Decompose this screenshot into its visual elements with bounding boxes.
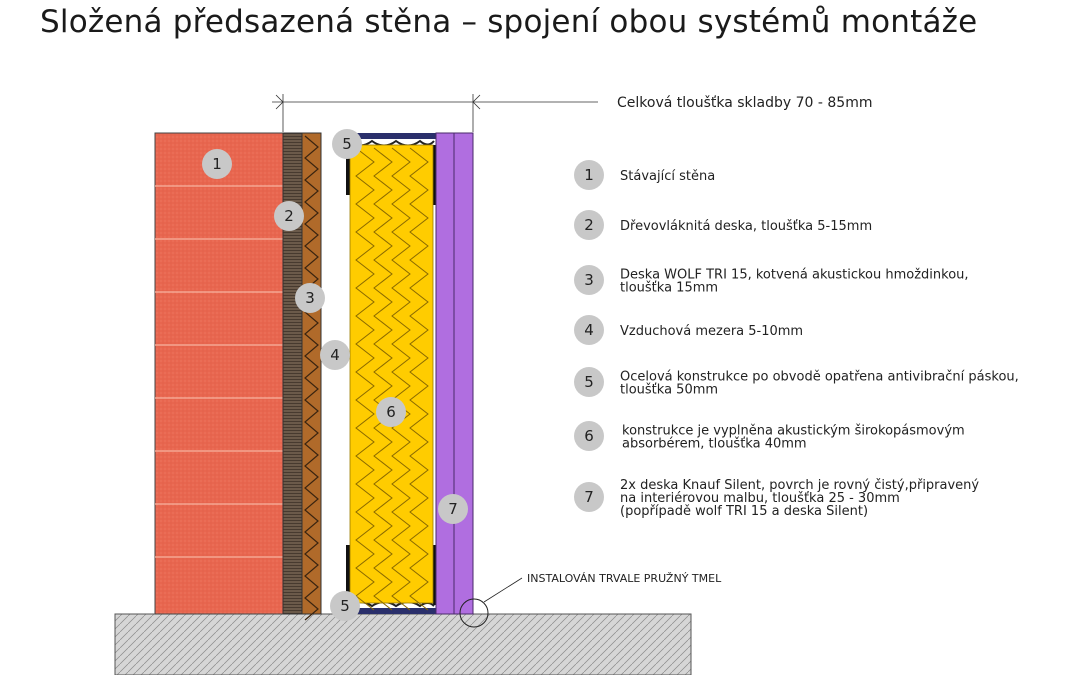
page-title: Složená předsazená stěna – spojení obou systémů montáže	[40, 4, 978, 40]
legend-item-6	[574, 421, 965, 452]
legend-number: 3	[584, 271, 594, 289]
legend-text-line: absorbérem, tloušťka 40mm	[622, 436, 807, 452]
svg-text:4: 4	[330, 346, 340, 364]
legend-text-line: na interiérovou malbu, tloušťka 25 - 30mm	[620, 491, 900, 506]
legend-text-line: tloušťka 50mm	[620, 382, 719, 398]
legend-item-1	[574, 160, 715, 190]
wolf-tri-board	[302, 133, 321, 620]
legend-text-line: 2x deska Knauf Silent, povrch je rovný čistý,připravený	[620, 478, 980, 493]
legend-item-7	[574, 478, 979, 519]
marker-6	[376, 397, 406, 427]
legend-number: 4	[584, 321, 594, 339]
svg-text:3: 3	[305, 289, 315, 307]
marker-5-top	[332, 129, 362, 159]
svg-text:7: 7	[448, 500, 458, 518]
legend-item-2	[574, 210, 872, 240]
legend	[574, 160, 1019, 519]
svg-text:5: 5	[340, 597, 350, 615]
floor-slab	[115, 614, 691, 675]
legend-number: 7	[584, 488, 594, 506]
legend-number: 6	[584, 427, 594, 445]
legend-text-line: Stávající stěna	[620, 169, 716, 184]
legend-text-line: Deska WOLF TRI 15, kotvená akustickou hmoždinkou,	[620, 267, 969, 283]
marker-7	[438, 494, 468, 524]
existing-brick-wall	[155, 133, 283, 614]
svg-text:1: 1	[212, 155, 222, 173]
svg-text:5: 5	[342, 135, 352, 153]
dimension-line	[272, 94, 598, 132]
legend-text-line: (popřípadě wolf TRI 15 a deska Silent)	[620, 504, 869, 519]
marker-1	[202, 149, 232, 179]
legend-number: 5	[584, 373, 594, 391]
legend-text-line: Vzduchová mezera 5-10mm	[620, 324, 804, 339]
acoustic-insulation	[350, 145, 433, 610]
legend-number: 2	[584, 216, 594, 234]
legend-number: 1	[584, 166, 594, 184]
marker-2	[274, 201, 304, 231]
svg-text:6: 6	[386, 403, 396, 421]
legend-text-line: konstrukce je vyplněna akustickým širokopásmovým	[622, 423, 965, 439]
legend-item-5	[574, 367, 1019, 398]
svg-text:2: 2	[284, 207, 294, 225]
knauf-silent-boards	[436, 133, 473, 614]
marker-4	[320, 340, 350, 370]
sealant-note: INSTALOVÁN TRVALE PRUŽNÝ TMEL	[527, 572, 722, 585]
legend-text-line: Dřevovláknitá deska, tloušťka 5-15mm	[620, 219, 873, 234]
legend-item-4	[574, 315, 803, 345]
dimension-label: Celková tloušťka skladby 70 - 85mm	[617, 95, 873, 111]
legend-text-line: Ocelová konstrukce po obvodě opatřena antivibrační páskou,	[620, 369, 1019, 385]
marker-3	[295, 283, 325, 313]
legend-text-line: tloušťka 15mm	[620, 280, 719, 296]
marker-5-bottom	[330, 591, 360, 621]
sealant-leader	[484, 578, 522, 602]
legend-item-3	[574, 265, 969, 296]
